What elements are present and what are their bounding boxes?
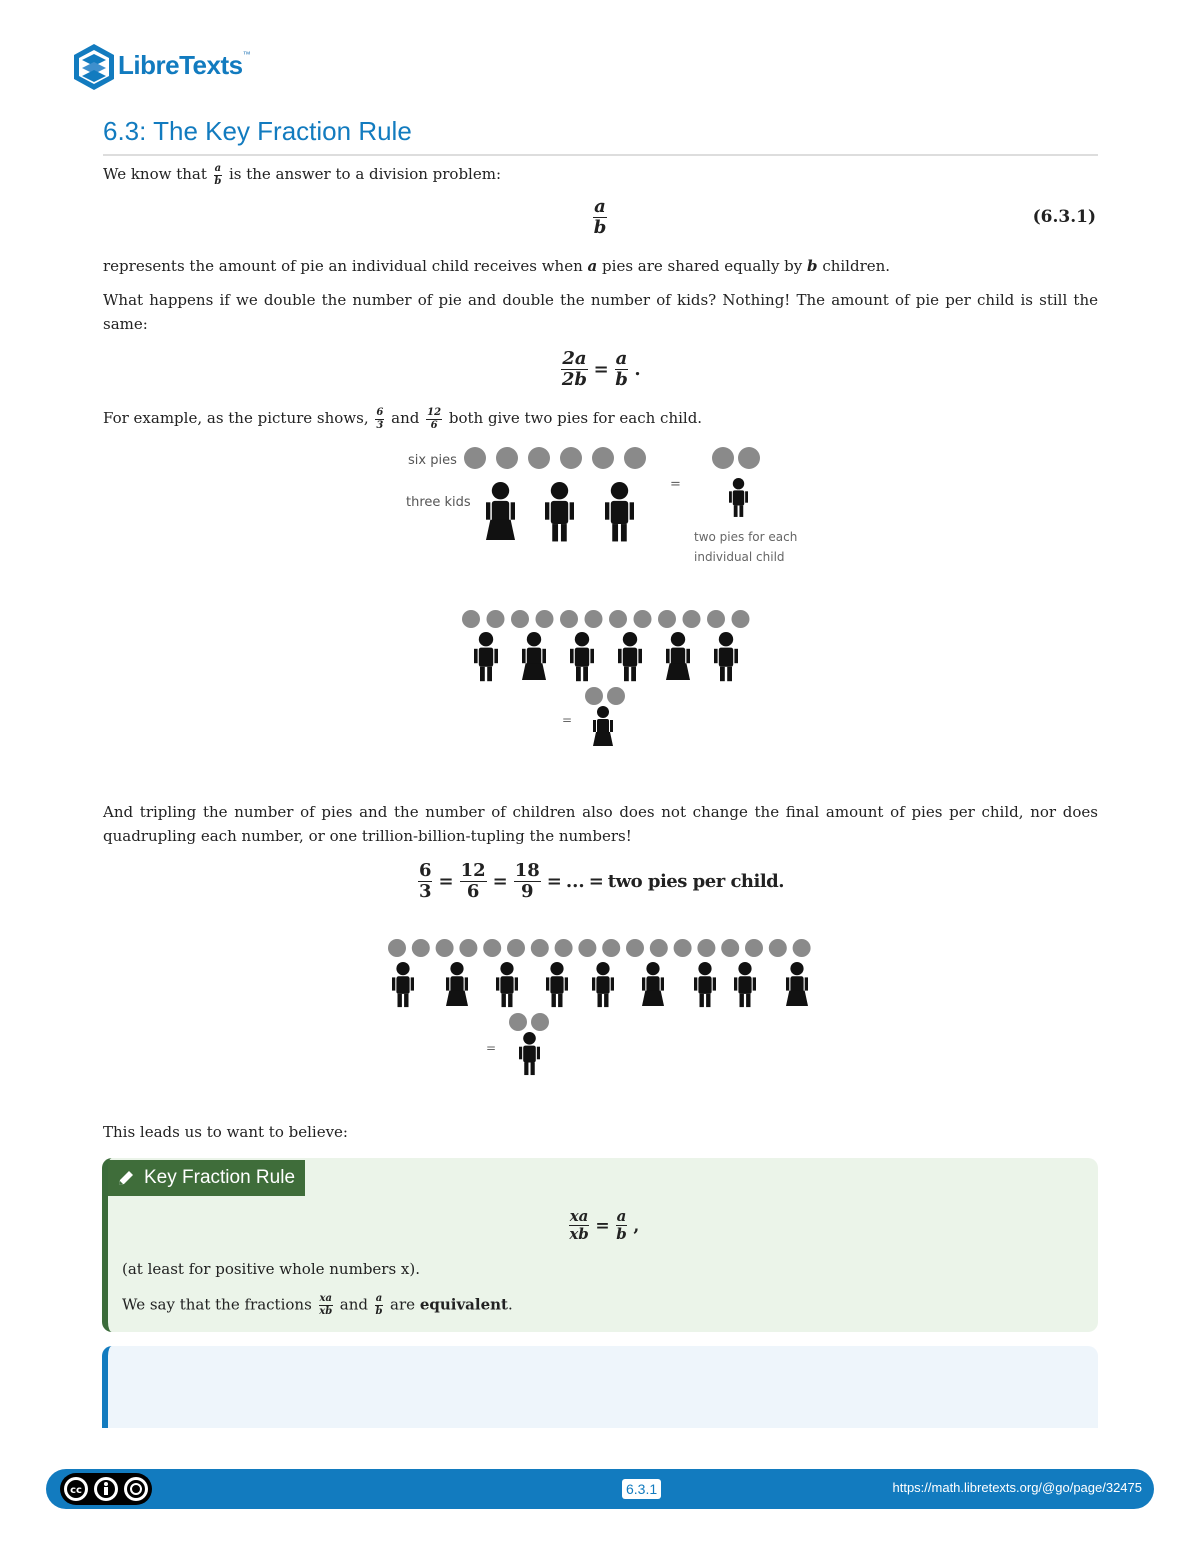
pie-icon [674, 939, 692, 957]
girl-icon [486, 482, 515, 540]
boy-icon [545, 482, 574, 541]
key-fraction-rule-box [102, 1158, 1098, 1332]
pie-icon [697, 939, 715, 957]
pie-icon [658, 610, 676, 628]
pie-icon [462, 610, 480, 628]
pie-icon [531, 939, 549, 957]
girl-icon [446, 962, 468, 1006]
pencil-icon [116, 1168, 136, 1188]
pie-icon [496, 447, 518, 469]
key-box-line1: (at least for positive whole numbers x). [122, 1260, 421, 1278]
pie-icon [650, 939, 668, 957]
figure-twelve-pies-six-kids [450, 600, 760, 760]
boy-icon [496, 962, 518, 1007]
figure2-equals: = [562, 713, 573, 727]
pie-icon [487, 610, 505, 628]
pie-icon [624, 447, 646, 469]
pie-icon [732, 610, 750, 628]
pie-icon [536, 610, 554, 628]
pie-icon [388, 939, 406, 957]
pie-icon [509, 1013, 527, 1031]
pie-icon [578, 939, 596, 957]
pie-icon [560, 447, 582, 469]
boy-icon [694, 962, 716, 1007]
equivalent-term: equivalent [419, 1295, 508, 1314]
pie-icon [412, 939, 430, 957]
leads-paragraph: This leads us to want to believe: [103, 1123, 348, 1141]
boy-icon [392, 962, 414, 1007]
girl-icon [786, 962, 808, 1006]
boy-icon [605, 482, 634, 541]
key-box-header [108, 1160, 305, 1196]
figure3-equals: = [486, 1041, 497, 1055]
pie-icon [560, 610, 578, 628]
pie-icon [511, 610, 529, 628]
boy-icon [474, 632, 498, 681]
equation-double: $\frac{2a}{2b}$ = $\frac{a}{b}$ . [561, 348, 641, 390]
caption-line2: individual child [694, 550, 785, 564]
pie-icon [721, 939, 739, 957]
pie-icon [602, 939, 620, 957]
svg-text:cc: cc [70, 1485, 82, 1496]
libretexts-logo[interactable] [72, 40, 272, 96]
inline-fraction-a-b: $\frac{a}{b}$ [214, 162, 222, 187]
pie-icon [634, 610, 652, 628]
pie-icon [793, 939, 811, 957]
pie-icon [683, 610, 701, 628]
logo-tm: ™ [242, 50, 251, 59]
pie-icon [555, 939, 573, 957]
figure2-svg [450, 600, 760, 760]
boy-icon [729, 478, 748, 517]
pie-icon [459, 939, 477, 957]
represents-paragraph: represents the amount of pie an individual child receives when a pies are shared equally by b children. [103, 257, 891, 275]
page-title: 6.3: The Key Fraction Rule [103, 116, 412, 146]
pie-icon [738, 447, 760, 469]
figure1-svg [400, 440, 798, 570]
label-six-pies: six pies [408, 453, 457, 468]
pie-icon [464, 447, 486, 469]
boy-icon [618, 632, 642, 681]
key-box-title: Key Fraction Rule [144, 1167, 296, 1188]
girl-icon [593, 706, 613, 746]
intro-text-before: We know that [103, 165, 207, 183]
girl-icon [666, 632, 690, 680]
page-number: 6.3.1 [622, 1479, 661, 1499]
pie-icon [507, 939, 525, 957]
pie-icon [626, 939, 644, 957]
libretexts-logo-icon [72, 42, 116, 92]
tripling-paragraph: And tripling the number of pies and the number of children also does not change the final amount of pies per child, nor does quadrupling each number, or one trillion-billion-tupling the numbers! [103, 803, 1098, 845]
boy-icon [519, 1032, 540, 1075]
title-divider [103, 154, 1098, 156]
girl-icon [522, 632, 546, 680]
pie-icon [585, 687, 603, 705]
pie-icon [609, 610, 627, 628]
pie-icon [707, 610, 725, 628]
pie-icon [592, 447, 614, 469]
key-box-line2: We say that the fractions $\frac{xa}{xb}$ and $\frac{a}{b}$ are equivalent. [122, 1293, 513, 1317]
boy-icon [570, 632, 594, 681]
pie-icon [436, 939, 454, 957]
girl-icon [642, 962, 664, 1006]
equation-6-3-1: $\frac{a}{b}$ [593, 196, 607, 238]
boy-icon [714, 632, 738, 681]
logo-libre: LibreTexts [118, 50, 243, 80]
boy-icon [734, 962, 756, 1007]
logo-wordmark [118, 50, 250, 81]
pie-icon [712, 447, 734, 469]
equation-label: (6.3.1) [1032, 207, 1096, 227]
figure1-equals: = [670, 477, 681, 492]
label-three-kids: three kids [406, 495, 471, 510]
pie-icon [769, 939, 787, 957]
key-rule-equation: $\frac{xa}{xb}$ = $\frac{a}{b}$ , [569, 1207, 640, 1243]
figure-six-pies-three-kids [400, 440, 798, 570]
pie-icon [531, 1013, 549, 1031]
figure3-svg [380, 930, 820, 1095]
note-box [102, 1346, 1098, 1428]
boy-icon [546, 962, 568, 1007]
boy-icon [592, 962, 614, 1007]
page-footer [46, 1469, 1154, 1509]
example-paragraph: For example, as the picture shows, $\frac{6}{3}$ and $\frac{12}{6}$ both give two pies for each child. [103, 406, 703, 431]
intro-text-after: is the answer to a division problem: [228, 165, 502, 183]
pie-icon [607, 687, 625, 705]
intro-paragraph [103, 162, 1098, 187]
page-url-link[interactable]: https://math.libretexts.org/@go/page/32475 [892, 1480, 1142, 1495]
pie-icon [745, 939, 763, 957]
figure-eighteen-pies-nine-kids [380, 930, 820, 1095]
pie-icon [528, 447, 550, 469]
caption-line1: two pies for each [694, 530, 798, 544]
pie-icon [483, 939, 501, 957]
pie-icon [585, 610, 603, 628]
double-paragraph: What happens if we double the number of pie and double the number of kids? Nothing! The amount of pie per child is still the same: [103, 291, 1098, 333]
cc-by-nc-icon[interactable] [60, 1473, 152, 1505]
equation-chain: $\frac{6}{3}$ = $\frac{12}{6}$ = $\frac{18}{9}$ = ... = two pies per child. [418, 860, 785, 902]
